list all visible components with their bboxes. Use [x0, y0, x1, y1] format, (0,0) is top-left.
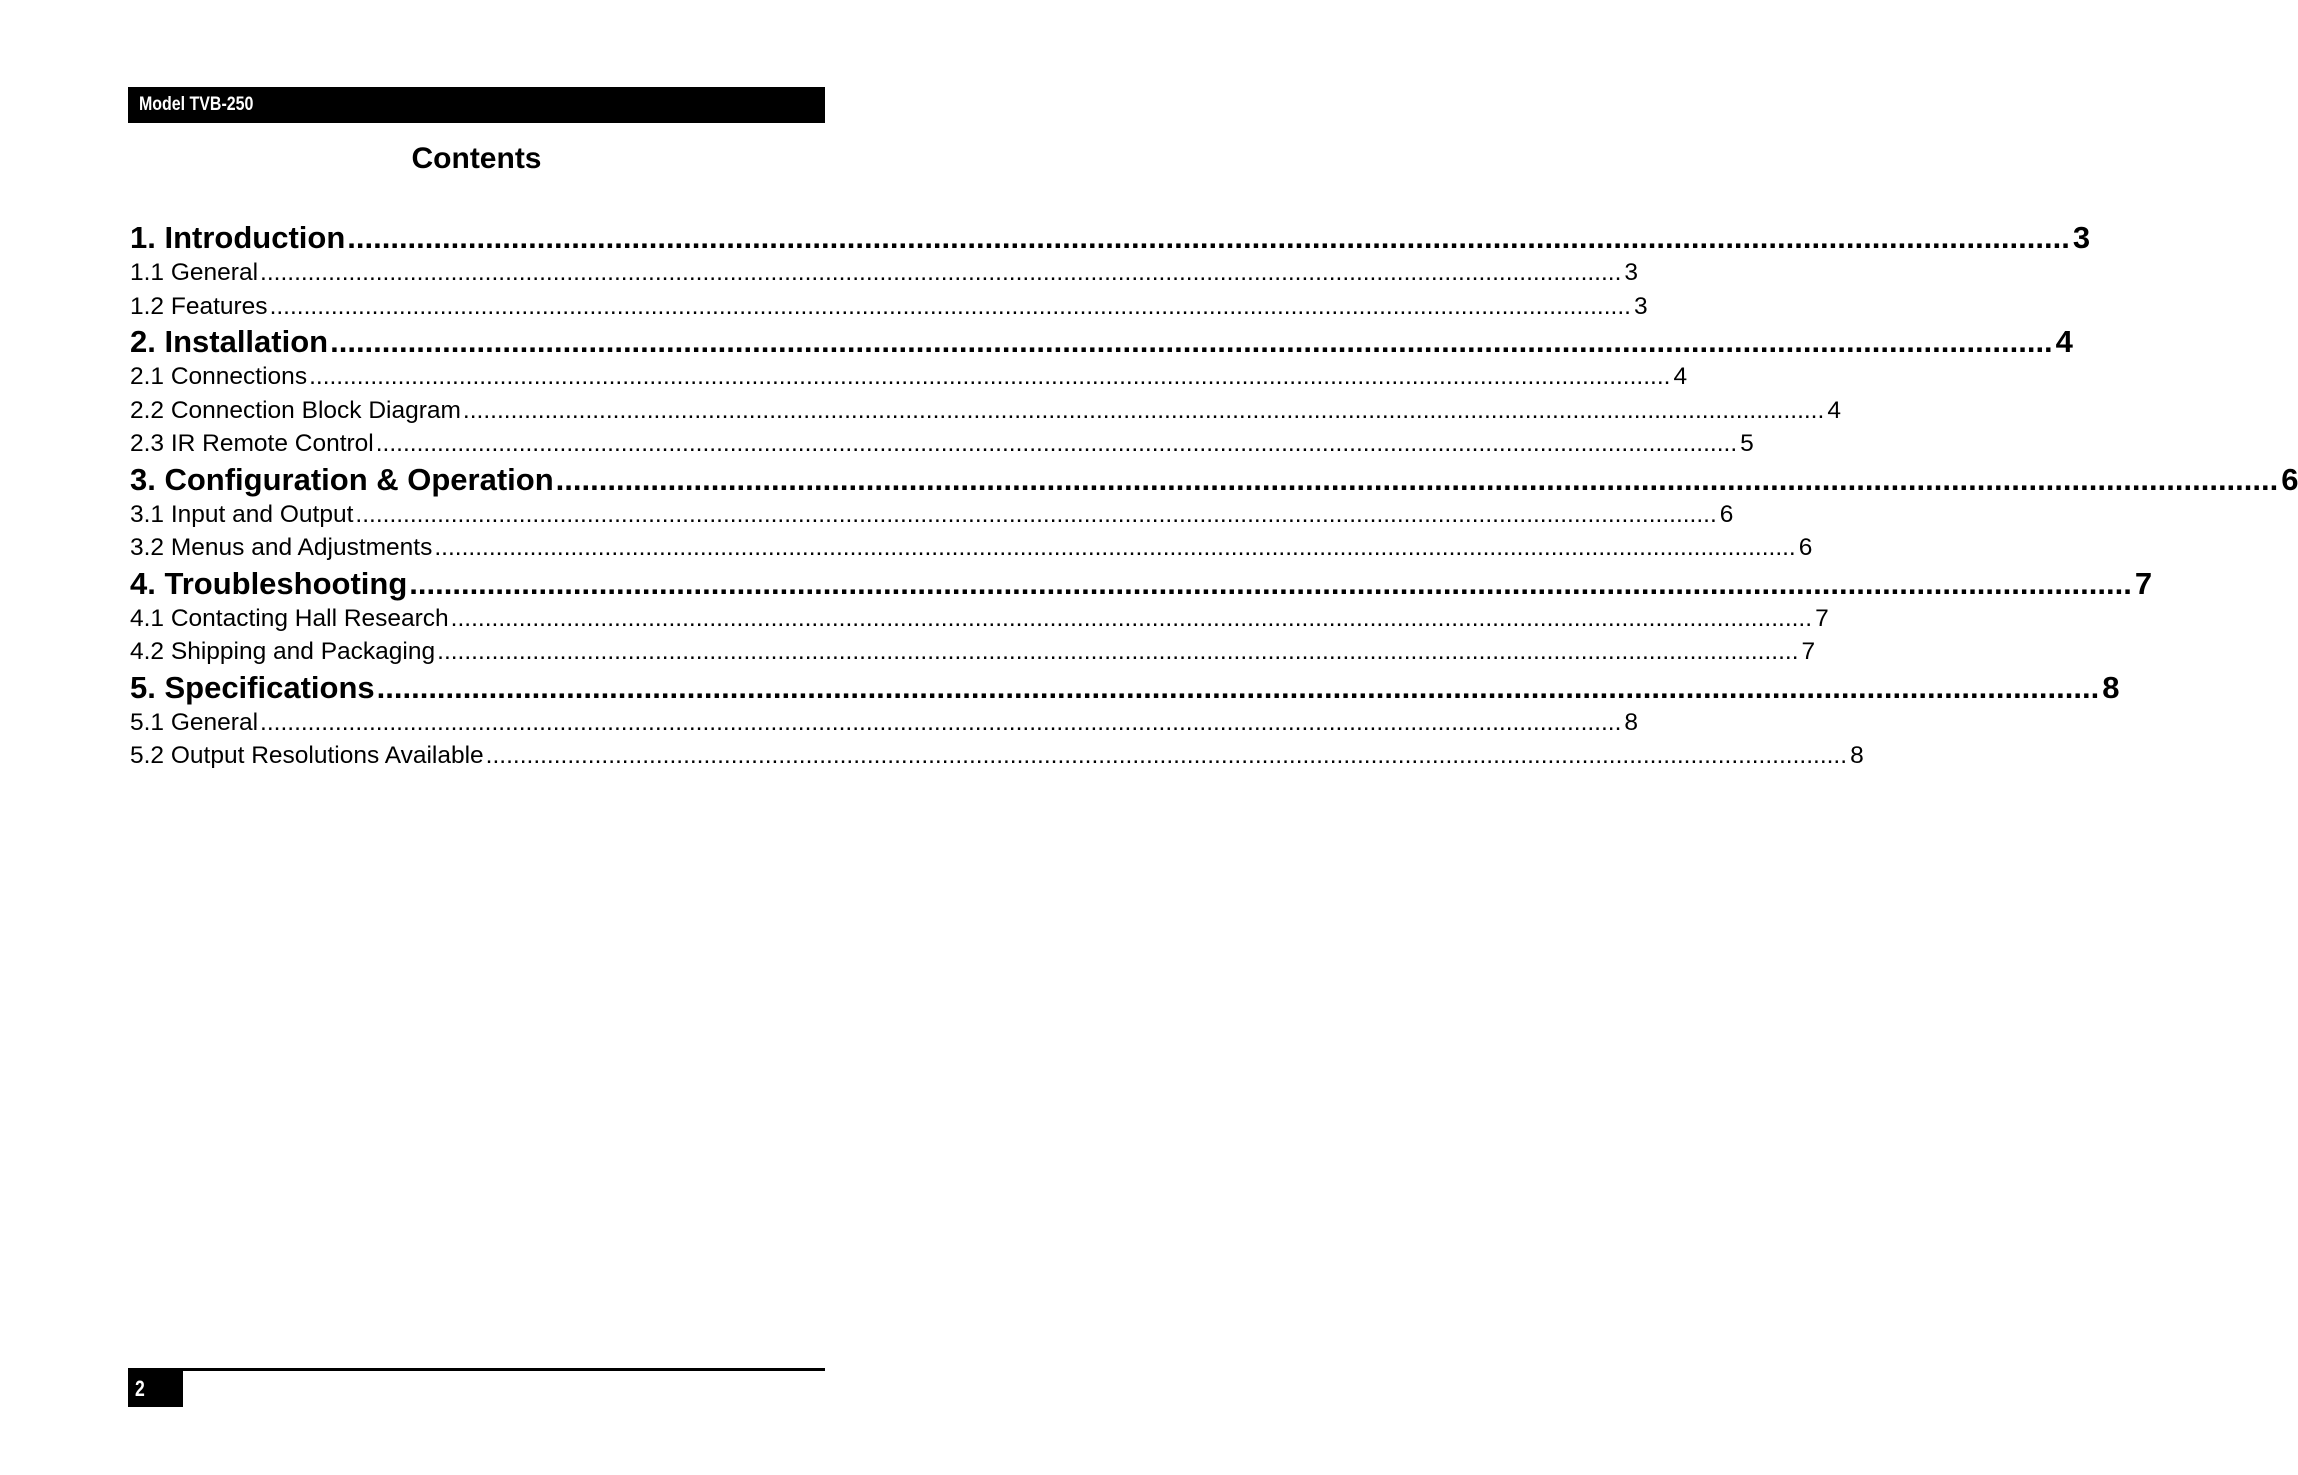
- toc-entry[interactable]: [130, 394, 1841, 428]
- page-title: Contents: [411, 142, 542, 175]
- toc-entry[interactable]: [130, 531, 1813, 565]
- toc-entry-page: 6: [2281, 461, 2298, 497]
- toc-entry-label: 3. Configuration & Operation: [130, 461, 554, 497]
- toc-entry-label: 4. Troubleshooting: [130, 565, 408, 601]
- toc-entry-page: 4: [2055, 324, 2073, 359]
- toc-entry-page: 6: [1719, 500, 1734, 528]
- toc-entry[interactable]: [130, 739, 1864, 773]
- toc-entry-label: 4.2 Shipping and Packaging: [130, 638, 436, 665]
- toc-entry-label: 2. Installation: [130, 324, 329, 359]
- footer-page-box: [128, 1371, 183, 1407]
- dot-leader: ........................................................................................................................................................................................................: [260, 708, 1622, 736]
- dot-leader: ........................................................................................................................................................................................................: [330, 324, 2053, 359]
- dot-leader: ........................................................................................................................................................................................................: [376, 669, 2100, 705]
- toc-entry[interactable]: [130, 360, 1688, 394]
- toc-entry[interactable]: [130, 427, 1754, 461]
- toc-entry-page: 3: [1633, 292, 1648, 320]
- toc-entry-page: 7: [2134, 565, 2153, 601]
- toc-entry-label: 4.1 Contacting Hall Research: [130, 604, 449, 632]
- toc-entry-label: 5.2 Output Resolutions Available: [130, 742, 484, 769]
- toc-entry-page: 7: [1815, 604, 1829, 632]
- toc-entry-label: 2.3 IR Remote Control: [130, 430, 374, 457]
- toc-entry[interactable]: [130, 565, 2153, 602]
- dot-leader: ........................................................................................................................................................................................................: [375, 430, 1738, 457]
- toc-entry-page: 7: [1801, 638, 1816, 665]
- toc-entry[interactable]: [130, 706, 1639, 740]
- table-of-contents: [130, 219, 2298, 773]
- toc-entry[interactable]: [130, 498, 1734, 532]
- toc-entry[interactable]: [130, 669, 2120, 706]
- toc-entry-page: 8: [1850, 742, 1864, 769]
- toc-entry-page: 4: [1827, 396, 1841, 424]
- toc-entry-label: 2.2 Connection Block Diagram: [130, 396, 461, 424]
- model-name: Model TVB-250: [139, 94, 254, 115]
- header-bar: [128, 87, 825, 123]
- dot-leader: ........................................................................................................................................................................................................: [269, 292, 1631, 320]
- dot-leader: ........................................................................................................................................................................................................: [347, 220, 2070, 255]
- toc-entry[interactable]: [130, 635, 1816, 669]
- toc-entry-label: 3.1 Input and Output: [130, 500, 354, 528]
- toc-entry-label: 1.2 Features: [130, 292, 268, 320]
- toc-entry-page: 5: [1740, 430, 1754, 457]
- footer-rule: [128, 1368, 825, 1371]
- dot-leader: ........................................................................................................................................................................................................: [462, 396, 1825, 424]
- toc-entry[interactable]: [130, 461, 2298, 498]
- dot-leader: ........................................................................................................................................................................................................: [555, 461, 2279, 497]
- toc-entry-label: 2.1 Connections: [130, 363, 308, 390]
- toc-entry-page: 4: [1673, 363, 1688, 390]
- dot-leader: ........................................................................................................................................................................................................: [260, 259, 1622, 286]
- toc-entry[interactable]: [130, 602, 1829, 636]
- toc-entry-label: 1. Introduction: [130, 220, 346, 255]
- toc-entry-page: 3: [2072, 220, 2091, 255]
- toc-entry[interactable]: [130, 219, 2091, 256]
- dot-leader: ........................................................................................................................................................................................................: [437, 638, 1799, 665]
- dot-leader: ........................................................................................................................................................................................................: [450, 604, 1813, 632]
- toc-entry[interactable]: [130, 290, 1648, 324]
- dot-leader: ........................................................................................................................................................................................................: [434, 534, 1796, 561]
- dot-leader: ........................................................................................................................................................................................................: [355, 500, 1717, 528]
- toc-entry-page: 6: [1798, 534, 1813, 561]
- page-number: 2: [135, 1376, 145, 1401]
- toc-entry-label: 5.1 General: [130, 708, 259, 736]
- dot-leader: ........................................................................................................................................................................................................: [485, 742, 1848, 769]
- dot-leader: ........................................................................................................................................................................................................: [309, 363, 1671, 390]
- toc-entry-page: 3: [1624, 259, 1639, 286]
- toc-entry[interactable]: [130, 256, 1639, 290]
- toc-entry-page: 8: [2102, 669, 2120, 705]
- toc-entry[interactable]: [130, 323, 2073, 360]
- toc-entry-label: 5. Specifications: [130, 669, 375, 705]
- toc-entry-label: 3.2 Menus and Adjustments: [130, 534, 433, 561]
- toc-entry-page: 8: [1624, 708, 1639, 736]
- toc-entry-label: 1.1 General: [130, 259, 259, 286]
- dot-leader: ........................................................................................................................................................................................................: [409, 565, 2132, 601]
